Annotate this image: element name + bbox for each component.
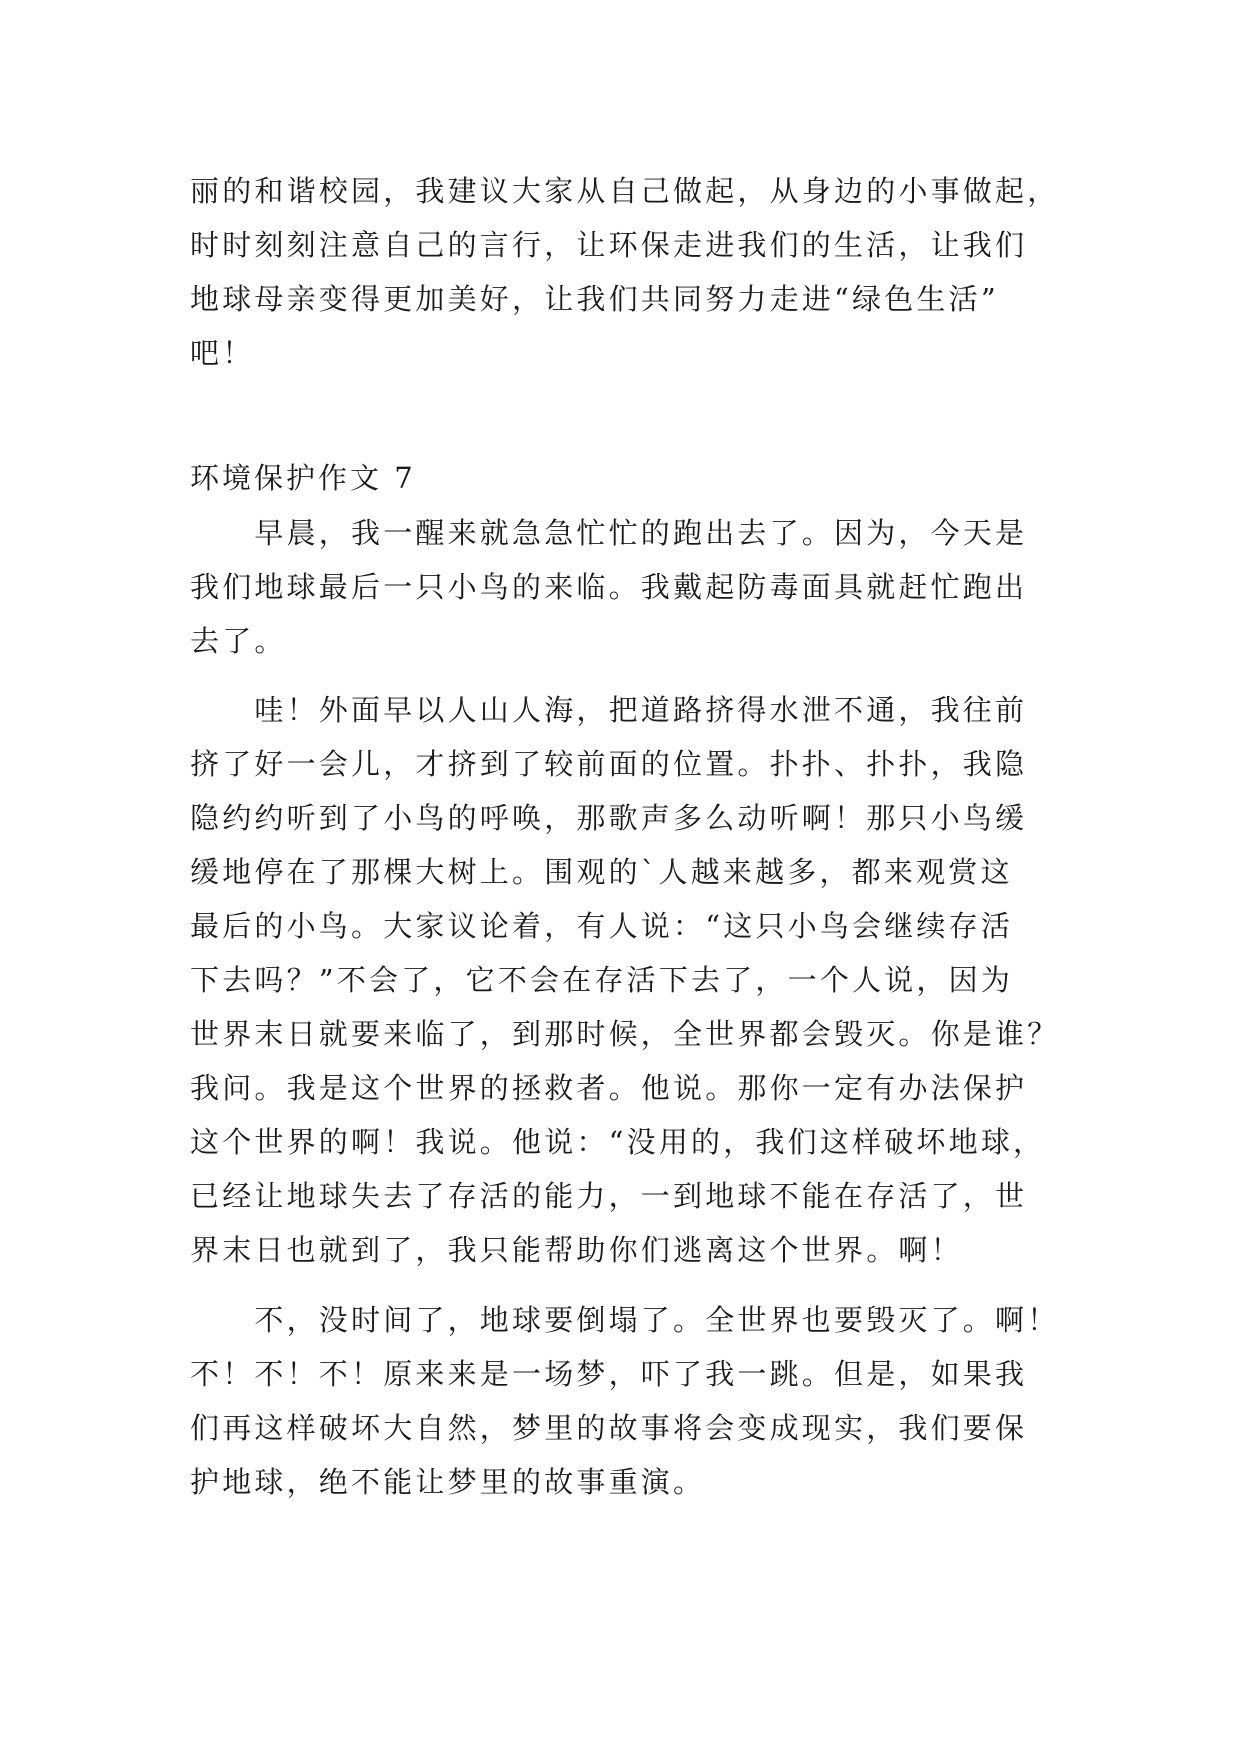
- paragraph-line: 护地球，绝不能让梦里的故事重演。: [190, 1465, 706, 1499]
- paragraph-line: 们再这样破坏大自然，梦里的故事将会变成现实，我们要保: [190, 1411, 1028, 1445]
- paragraph-line: 我问。我是这个世界的拯救者。他说。那你一定有办法保护: [190, 1071, 1028, 1105]
- paragraph-line: 早晨，我一醒来就急急忙忙的跑出去了。因为，今天是: [190, 516, 1028, 550]
- paragraph-line: 下去吗？”不会了，它不会在存活下去了，一个人说，因为: [190, 963, 1014, 997]
- paragraph-line: 时时刻刻注意自己的言行，让环保走进我们的生活，让我们: [190, 228, 1028, 262]
- paragraph-line: 已经让地球失去了存活的能力，一到地球不能在存活了，世: [190, 1179, 1028, 1213]
- paragraph-line: 不！不！不！原来来是一场梦，吓了我一跳。但是，如果我: [190, 1357, 1028, 1391]
- paragraph-line: 挤了好一会儿，才挤到了较前面的位置。扑扑、扑扑，我隐: [190, 747, 1028, 781]
- paragraph-line: 去了。: [190, 624, 287, 658]
- paragraph-line: 哇！外面早以人山人海，把道路挤得水泄不通，我往前: [190, 693, 1028, 727]
- paragraph-line: 吧！: [190, 336, 255, 370]
- paragraph-line: 地球母亲变得更加美好，让我们共同努力走进“绿色生活”: [190, 282, 999, 316]
- paragraph-line: 最后的小鸟。大家议论着，有人说：“这只小鸟会继续存活: [190, 909, 1014, 943]
- paragraph-line: 缓地停在了那棵大树上。围观的`人越来越多，都来观赏这: [190, 855, 1013, 889]
- paragraph-line: 界末日也就到了，我只能帮助你们逃离这个世界。啊！: [190, 1233, 963, 1267]
- paragraph-line: 隐约约听到了小鸟的呼唤，那歌声多么动听啊！那只小鸟缓: [190, 801, 1028, 835]
- section-title: 环境保护作文 7: [190, 461, 416, 495]
- paragraph-line: 丽的和谐校园，我建议大家从自己做起，从身边的小事做起，: [190, 174, 1060, 208]
- paragraph-line: 我们地球最后一只小鸟的来临。我戴起防毒面具就赶忙跑出: [190, 570, 1028, 604]
- paragraph-line: 世界末日就要来临了，到那时候，全世界都会毁灭。你是谁？: [190, 1017, 1060, 1051]
- paragraph-line: 不，没时间了，地球要倒塌了。全世界也要毁灭了。啊！: [190, 1303, 1060, 1337]
- paragraph-line: 这个世界的啊！我说。他说：“没用的，我们这样破坏地球，: [190, 1125, 1046, 1159]
